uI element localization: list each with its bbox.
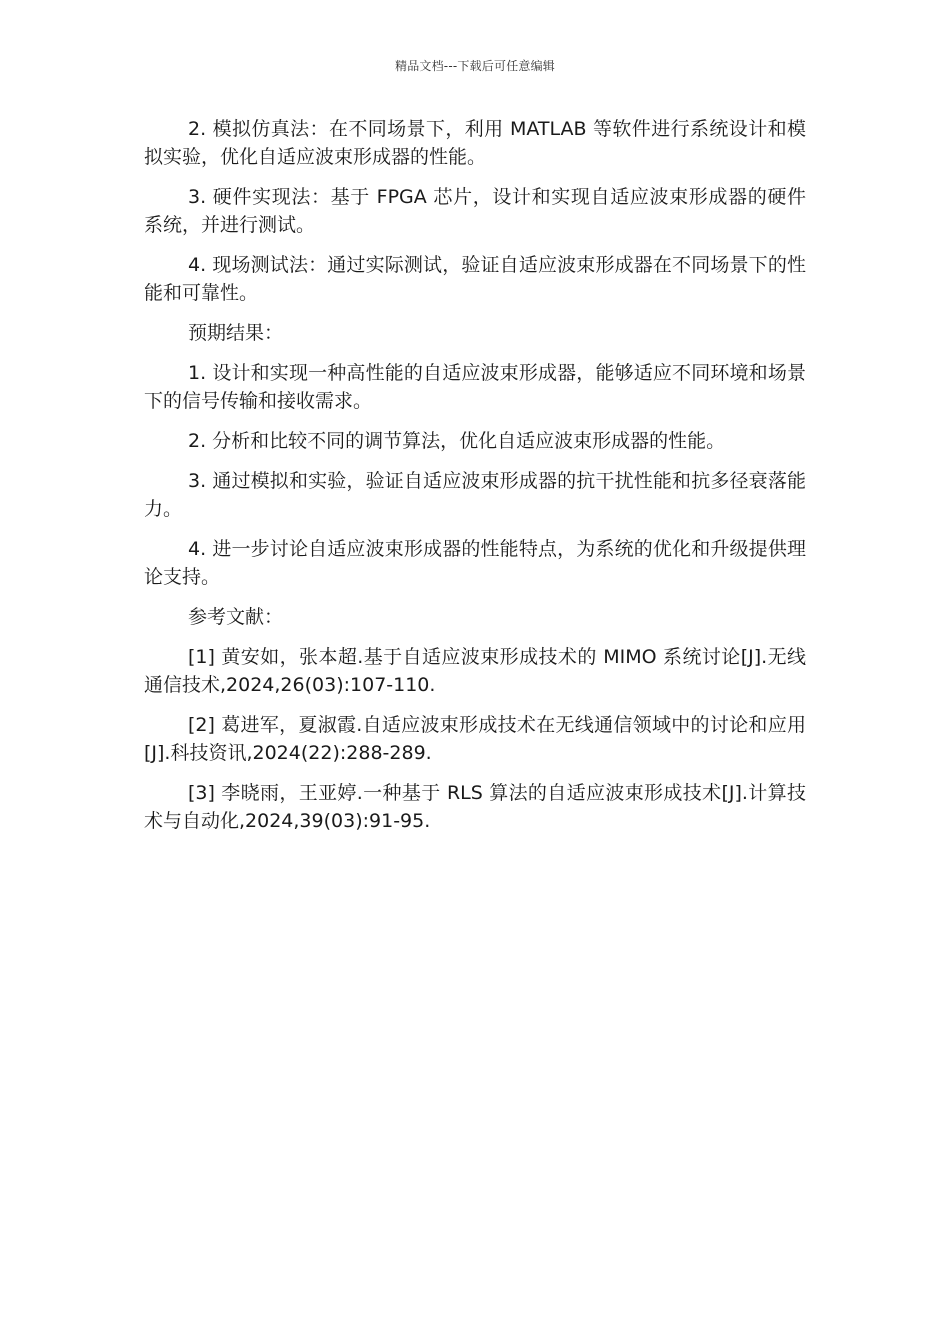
method-hardware-paragraph: 3. 硬件实现法：基于 FPGA 芯片，设计和实现自适应波束形成器的硬件系统，并进行测试。 [144, 186, 806, 236]
reference-item: [2] 葛进军，夏淑霞.自适应波束形成技术在无线通信领域中的讨论和应用[J].科技资讯,2024(22):288-289. [144, 714, 806, 764]
method-field-test-paragraph: 4. 现场测试法：通过实际测试，验证自适应波束形成器在不同场景下的性能和可靠性。 [144, 254, 806, 304]
reference-item: [3] 李晓雨，王亚婷.一种基于 RLS 算法的自适应波束形成技术[J].计算技术与自动化,2024,39(03):91-95. [144, 782, 806, 832]
expected-result-item: 1. 设计和实现一种高性能的自适应波束形成器，能够适应不同环境和场景下的信号传输和接收需求。 [144, 362, 806, 412]
method-simulation-paragraph: 2. 模拟仿真法：在不同场景下，利用 MATLAB 等软件进行系统设计和模拟实验，优化自适应波束形成器的性能。 [144, 118, 806, 168]
document-body [144, 115, 806, 847]
expected-result-item: 2. 分析和比较不同的调节算法，优化自适应波束形成器的性能。 [188, 430, 726, 452]
expected-result-item: 4. 进一步讨论自适应波束形成器的性能特点，为系统的优化和升级提供理论支持。 [144, 538, 806, 588]
references-heading: 参考文献： [188, 606, 284, 628]
page-header: 精品文档---下载后可任意编辑 [395, 59, 555, 73]
reference-item: [1] 黄安如，张本超.基于自适应波束形成技术的 MIMO 系统讨论[J].无线通信技术,2024,26(03):107-110. [144, 646, 806, 696]
expected-results-heading: 预期结果： [188, 322, 284, 344]
expected-result-item: 3. 通过模拟和实验，验证自适应波束形成器的抗干扰性能和抗多径衰落能力。 [144, 470, 806, 520]
